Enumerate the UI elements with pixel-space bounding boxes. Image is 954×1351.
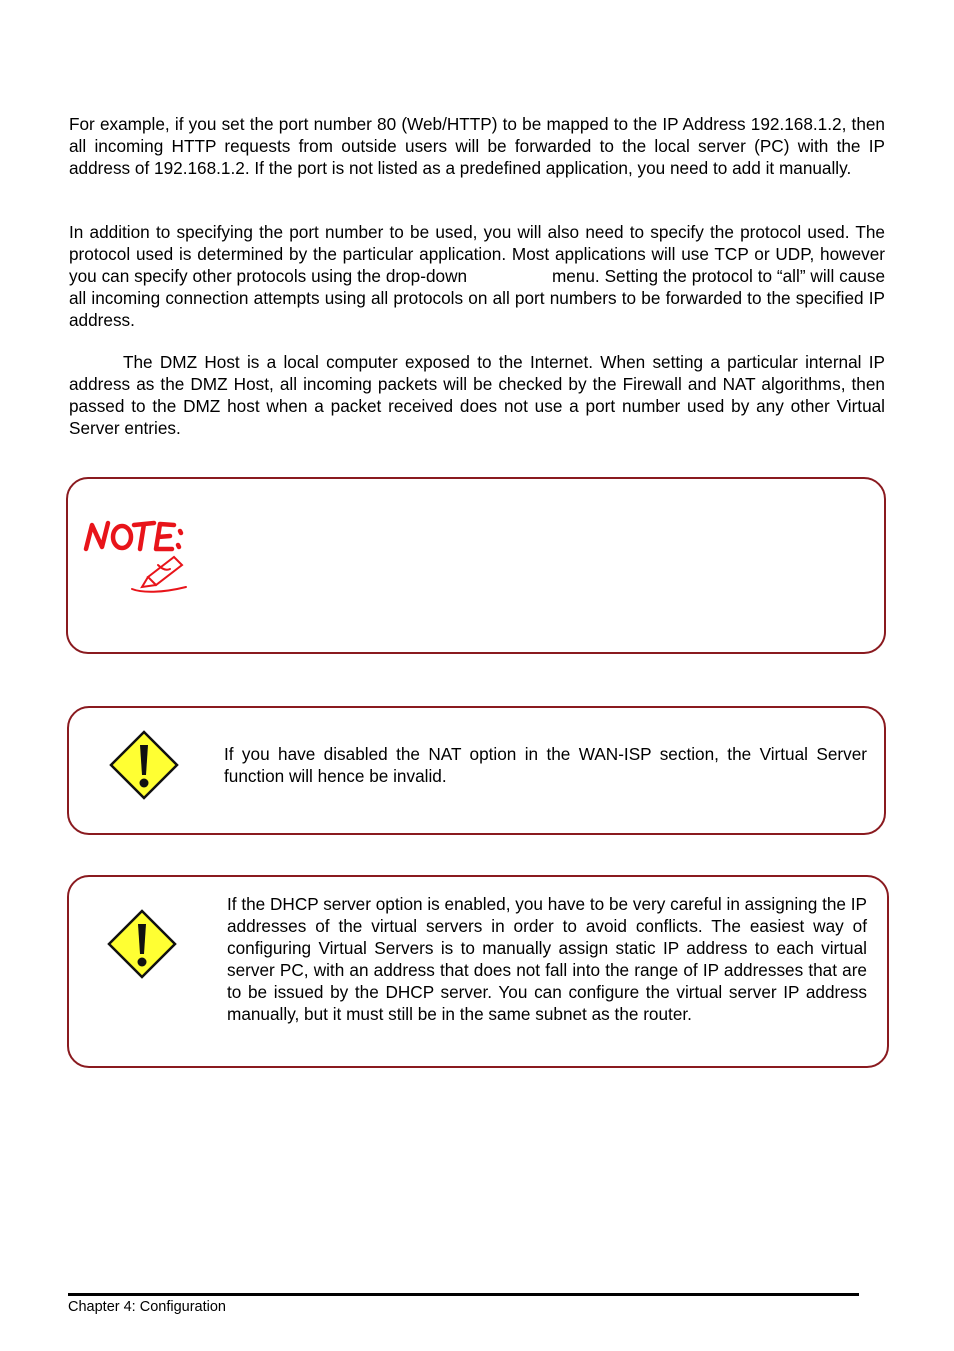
footer-rule bbox=[68, 1293, 859, 1296]
paragraph-protocol-text-1: In addition to specifying the port number to be used, you will also need to specify the protocol used. The protocol used is determined by the particular application. Most applications will use TCP or UDP, however you can specify other protocols using the drop-down bbox=[69, 222, 885, 286]
nat-warning-text: If you have disabled the NAT option in the WAN-ISP section, the Virtual Server function will hence be invalid. bbox=[224, 744, 867, 786]
paragraph-port-mapping-example: For example, if you set the port number 80 (Web/HTTP) to be mapped to the IP Address 192.168.1.2, then all incoming HTTP requests from outside users will be forwarded to the local server (PC) with the IP address of 192.168.1.2. If the port is not listed as a predefined application, you need to add it manually. bbox=[69, 114, 885, 178]
note-box bbox=[66, 477, 886, 654]
dhcp-warning-text: If the DHCP server option is enabled, you have to be very careful in assigning the IP addresses of the virtual servers in order to avoid conflicts. The easiest way of configuring Virtual Servers is to manually assign static IP address to each virtual server PC, with an address that does not fall into the range of IP addresses that are to be issued by the DHCP server. You can configure the virtual server IP address manually, but it must still be in the same subnet as the router. bbox=[227, 894, 867, 1024]
note-logo bbox=[82, 507, 198, 597]
paragraph-dmz-host bbox=[69, 351, 885, 439]
warning-icon bbox=[109, 730, 179, 800]
dhcp-warning-box bbox=[67, 875, 889, 1068]
nat-warning-box bbox=[67, 706, 886, 835]
paragraph-dmz-host-text: The DMZ Host is a local computer exposed to the Internet. When setting a particular internal IP address as the DMZ Host, all incoming packets will be checked by the Firewall and NAT algorithms, then passed to the DMZ host when a packet received does not use a port number used by any other Virtual Server entries. bbox=[69, 352, 885, 438]
warning-icon bbox=[107, 909, 177, 979]
paragraph-protocol-text-2: menu. Setting the protocol to “all” will cause all incoming connection attempts using all protocols on all port numbers to be forwarded to the specified IP address. bbox=[69, 266, 885, 330]
footer-chapter-label: Chapter 4: Configuration bbox=[68, 1299, 226, 1315]
paragraph-protocol bbox=[69, 221, 885, 331]
